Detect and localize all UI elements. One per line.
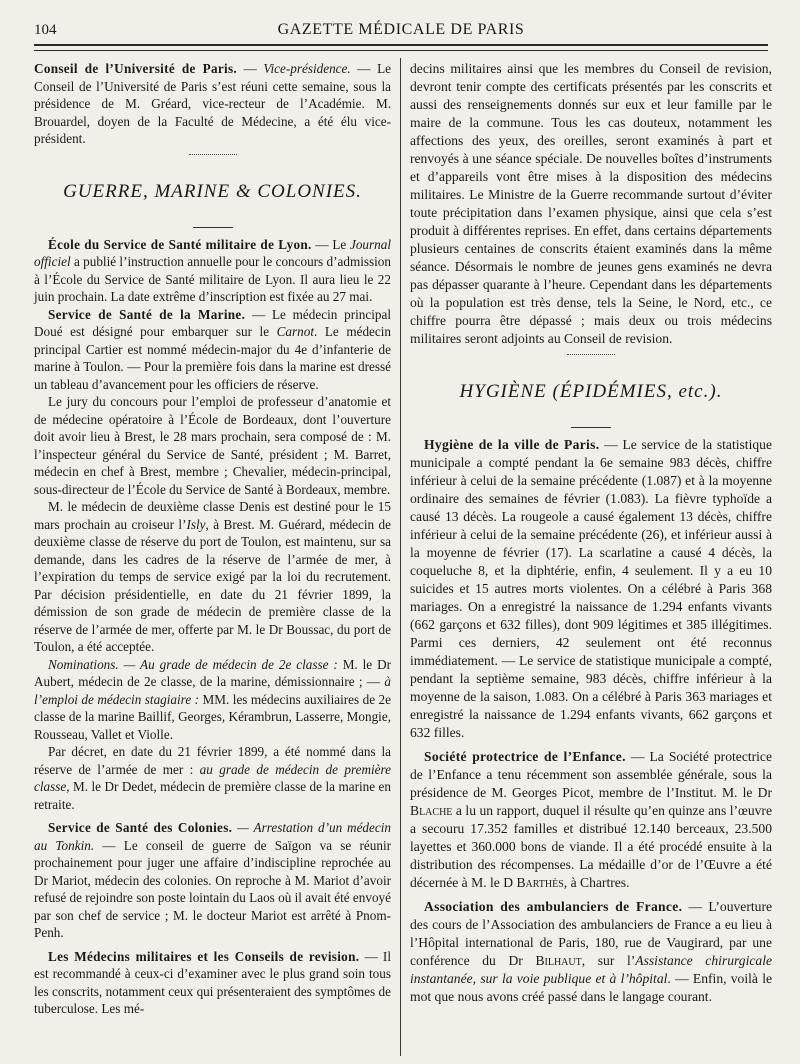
heading-rule xyxy=(571,427,611,428)
article-title: Service de Santé de la Marine. xyxy=(48,306,246,322)
article-subtitle: Vice-présidence. xyxy=(263,61,351,76)
header-rule-thick xyxy=(34,44,768,46)
article-sante-colonies: Service de Santé des Colonies. — Arrestation d’un médecin au Tonkin. — Le conseil de guerre de Saïgon va se réunir prochainement pour juger une affaire d’indiscipline reprochée au Dr Mariot, médecin des colonies. On reproche à M. Mariot d’avoir refusé de rejoindre son poste lointain du Laos où il avait été envoyé par son chef de service ; M. le docteur Mariot est arrêté à Pnom-Penh. xyxy=(34,820,392,940)
section-ornament xyxy=(189,154,237,159)
article-sante-marine: Service de Santé de la Marine. — Le médecin principal Doué est désigné pour embarquer sur le Carnot. Le médecin principal Cartier est nommé médecin-major du 4e d’infanterie de marine à Toulon. — Pour la première fois dans la marine est dressé un tableau d’avancement pour les officiers de réserve. xyxy=(34,306,391,392)
article-title: Société protectrice de l’Enfance. xyxy=(424,749,626,764)
article-subtitle: — Arrestation d’un médecin au Tonkin. xyxy=(34,820,391,853)
article-societe-enfance: Société protectrice de l’Enfance. — La Société protectrice de l’Enfance a tenu récemment son assemblée générale, sous la présidence de M. Georges Picot, membre de l’Institut. M. le Dr Blache a lu un rapport, duquel il résulte qu’en quinze ans l’œuvre a secouru 17.352 familles et distribué 12.140 berceaux, 23.500 layettes et 360.000 bons de viande. Il a été procédé ensuite à la distribution des récompenses. La médaille d’or de l’Œuvre a été décernée à M. le D Barthès, à Chartres. xyxy=(410,749,772,890)
paragraph-nominations: Nominations. — Au grade de médecin de 2e classe : M. le Dr Aubert, médecin de 2e classe, de la marine, démissionnaire ; — à l’emploi de médecin stagiaire : MM. les médecins auxiliaires de 2e classe de la marine Baillif, Georges, Kérambrun, Lasserre, Mongie, Rousseau, Vallet et Violle. xyxy=(34,656,391,742)
paragraph-jury: Le jury du concours pour l’emploi de professeur d’anatomie et de médecine opératoire à l’École de Bordeaux, dont l’ouverture doit avoir lieu à Brest, le 28 mars prochain, sera composé de : M. l’inspecteur général du Service de Santé, président ; M. Barret, médecin en chef à Brest, membre ; Chevalier, médecin-principal, sous-directeur de l’École du Service de Santé à Bordeaux, membre. xyxy=(34,394,391,497)
left-column xyxy=(34,60,391,1018)
column-divider xyxy=(400,58,401,1056)
heading-rule xyxy=(193,227,233,228)
article-title: Association des ambulanciers de France. xyxy=(424,899,683,914)
header-rule-thin xyxy=(34,50,768,51)
article-title: Conseil de l’Université de Paris. xyxy=(34,61,237,76)
article-title: École du Service de Santé militaire de Lyon. xyxy=(48,236,312,252)
right-column xyxy=(410,60,772,1006)
section-heading-guerre: GUERRE, MARINE & COLONIES. xyxy=(63,180,362,202)
nominations-label: Nominations. xyxy=(48,656,119,672)
section-ornament xyxy=(567,354,615,359)
article-conseil-universite: Conseil de l’Université de Paris. — Vice-présidence. — Le Conseil de l’Université de Paris s’est réuni cette semaine, sous la présidence de M. Gréard, vice-recteur de l’Académie. M. Brouardel, doyen de la Faculté de Médecine, a été élu vice-président. xyxy=(34,61,391,146)
article-ambulanciers: Association des ambulanciers de France. — L’ouverture des cours de l’Association des ambulanciers de France a eu lieu à l’Hôpital international de Paris, 180, rue de Vaugirard, par une conférence du Dr Bilhaut, sur l’Assistance chirurgicale instantanée, sur la voie publique et à l’hôpital. — Enfin, voilà le mot que nous avons créé passé dans le langage courant. xyxy=(410,899,773,1004)
article-ecole-lyon: École du Service de Santé militaire de Lyon. — Le Journal officiel a publié l’instruction annuelle pour le concours d’admission à l’École du Service de Santé militaire de Lyon. Il aura lieu le 22 juin prochain. La date extrême d’inscription est fixée au 27 mai. xyxy=(34,236,391,304)
paragraph-denis: M. le médecin de deuxième classe Denis est destiné pour le 15 mars prochain au croiseur l’Isly, à Brest. M. Guérard, médecin de deuxième classe de réserve du port de Toulon, est maintenu, sur sa demande, dans les cadres de la réserve de l’armée de mer, à l’expiration du temps de service exigé par la loi du recrutement. Par décision présidentielle, en date du 21 février 1899, la démission de son grade de médecin de première classe de la réserve de l’armée de mer, offerte par M. le Dr Boussac, du port de Toulon, a été acceptée. xyxy=(34,499,392,654)
article-title: Les Médecins militaires et les Conseils de revision. xyxy=(48,948,360,964)
paragraph-decret: Par décret, en date du 21 février 1899, a été nommé dans la réserve de l’armée de mer : au grade de médecin de première classe, M. le Dr Dedet, médecin de première classe de la marine en retraite. xyxy=(34,744,391,812)
running-title: GAZETTE MÉDICALE DE PARIS xyxy=(277,21,525,38)
article-title: Hygiène de la ville de Paris. xyxy=(424,437,600,452)
article-title: Service de Santé des Colonies. xyxy=(48,820,233,835)
article-hygiene-paris: Hygiène de la ville de Paris. — Le service de la statistique municipale a compté pendant la 6e semaine 983 décès, chiffre inférieur à celui de la semaine précédente (1.087) et à la moyenne ordinaire des semaines de février (1.083). La fièvre typhoïde a causé 13 décès. La rougeole a causé également 13 décès, chiffre inférieur à celui de la semaine précédente (26), et inférieur aussi à la moyenne de février (17). La scarlatine a causé 4 décès, la coqueluche 8, et la diphtérie, enfin, 4 seulement. Il y a eu 10 suicides et 15 autres morts violentes. On a célébré à Paris 368 mariages. On a enregistré la naissance de 1.294 enfants vivants (662 garçons et 632 filles), dont 909 légitimes et 385 illégitimes. Parmi ces derniers, 42 seulement ont été reconnus immédiatement. — Le service de statistique municipale a compté, pendant la septième semaine, 983 décès, chiffre inférieur à la moyenne de la saison, 1.083. On a célébré à Paris 363 mariages et enregistré la naissance de 1.294 enfants vivants, 662 garçons et 632 filles. xyxy=(410,437,772,740)
paragraph-revision-continued: decins militaires ainsi que les membres du Conseil de revision, devront tenir compte des certificats présentés par les conscrits et aussi des renseignements donnés sur eux et leur famille par le maire de la commune. Tous les cas douteux, notamment les affections des yeux, des oreilles, seront examinés à part et renvoyés à une séance spéciale. De nouvelles boîtes d’instruments et d’appareils vont être mises à la disposition des médecins militaires. Le Ministre de la Guerre recommande surtout d’éviter toute précipitation dans l’examen physique, ainsi que cela s’est produit à différentes reprises. En effet, dans certains départements plusieurs centaines de conscrits étaient examinés dans la même séance. Désormais le nombre de jeunes gens examinés ne devra pas dépasser quarante à l’heure. Cependant dans les départements où la population est très dense, tels la Seine, le Nord, etc., ce chiffre pourra être dépassé ; mais deux ou trois médecins militaires seront adjoints au Conseil de revision. xyxy=(410,61,772,346)
page-header xyxy=(34,18,768,42)
article-medecins-militaires: Les Médecins militaires et les Conseils de revision. — Il est recommandé à ceux-ci d’examiner avec le plus grand soin tous les conscrits, notamment ceux qui présenteraient des symptômes de tuberculose. Les mé- xyxy=(34,948,391,1016)
section-heading-hygiene: HYGIÈNE (ÉPIDÉMIES, etc.). xyxy=(459,381,723,402)
page-number: 104 xyxy=(34,22,57,38)
